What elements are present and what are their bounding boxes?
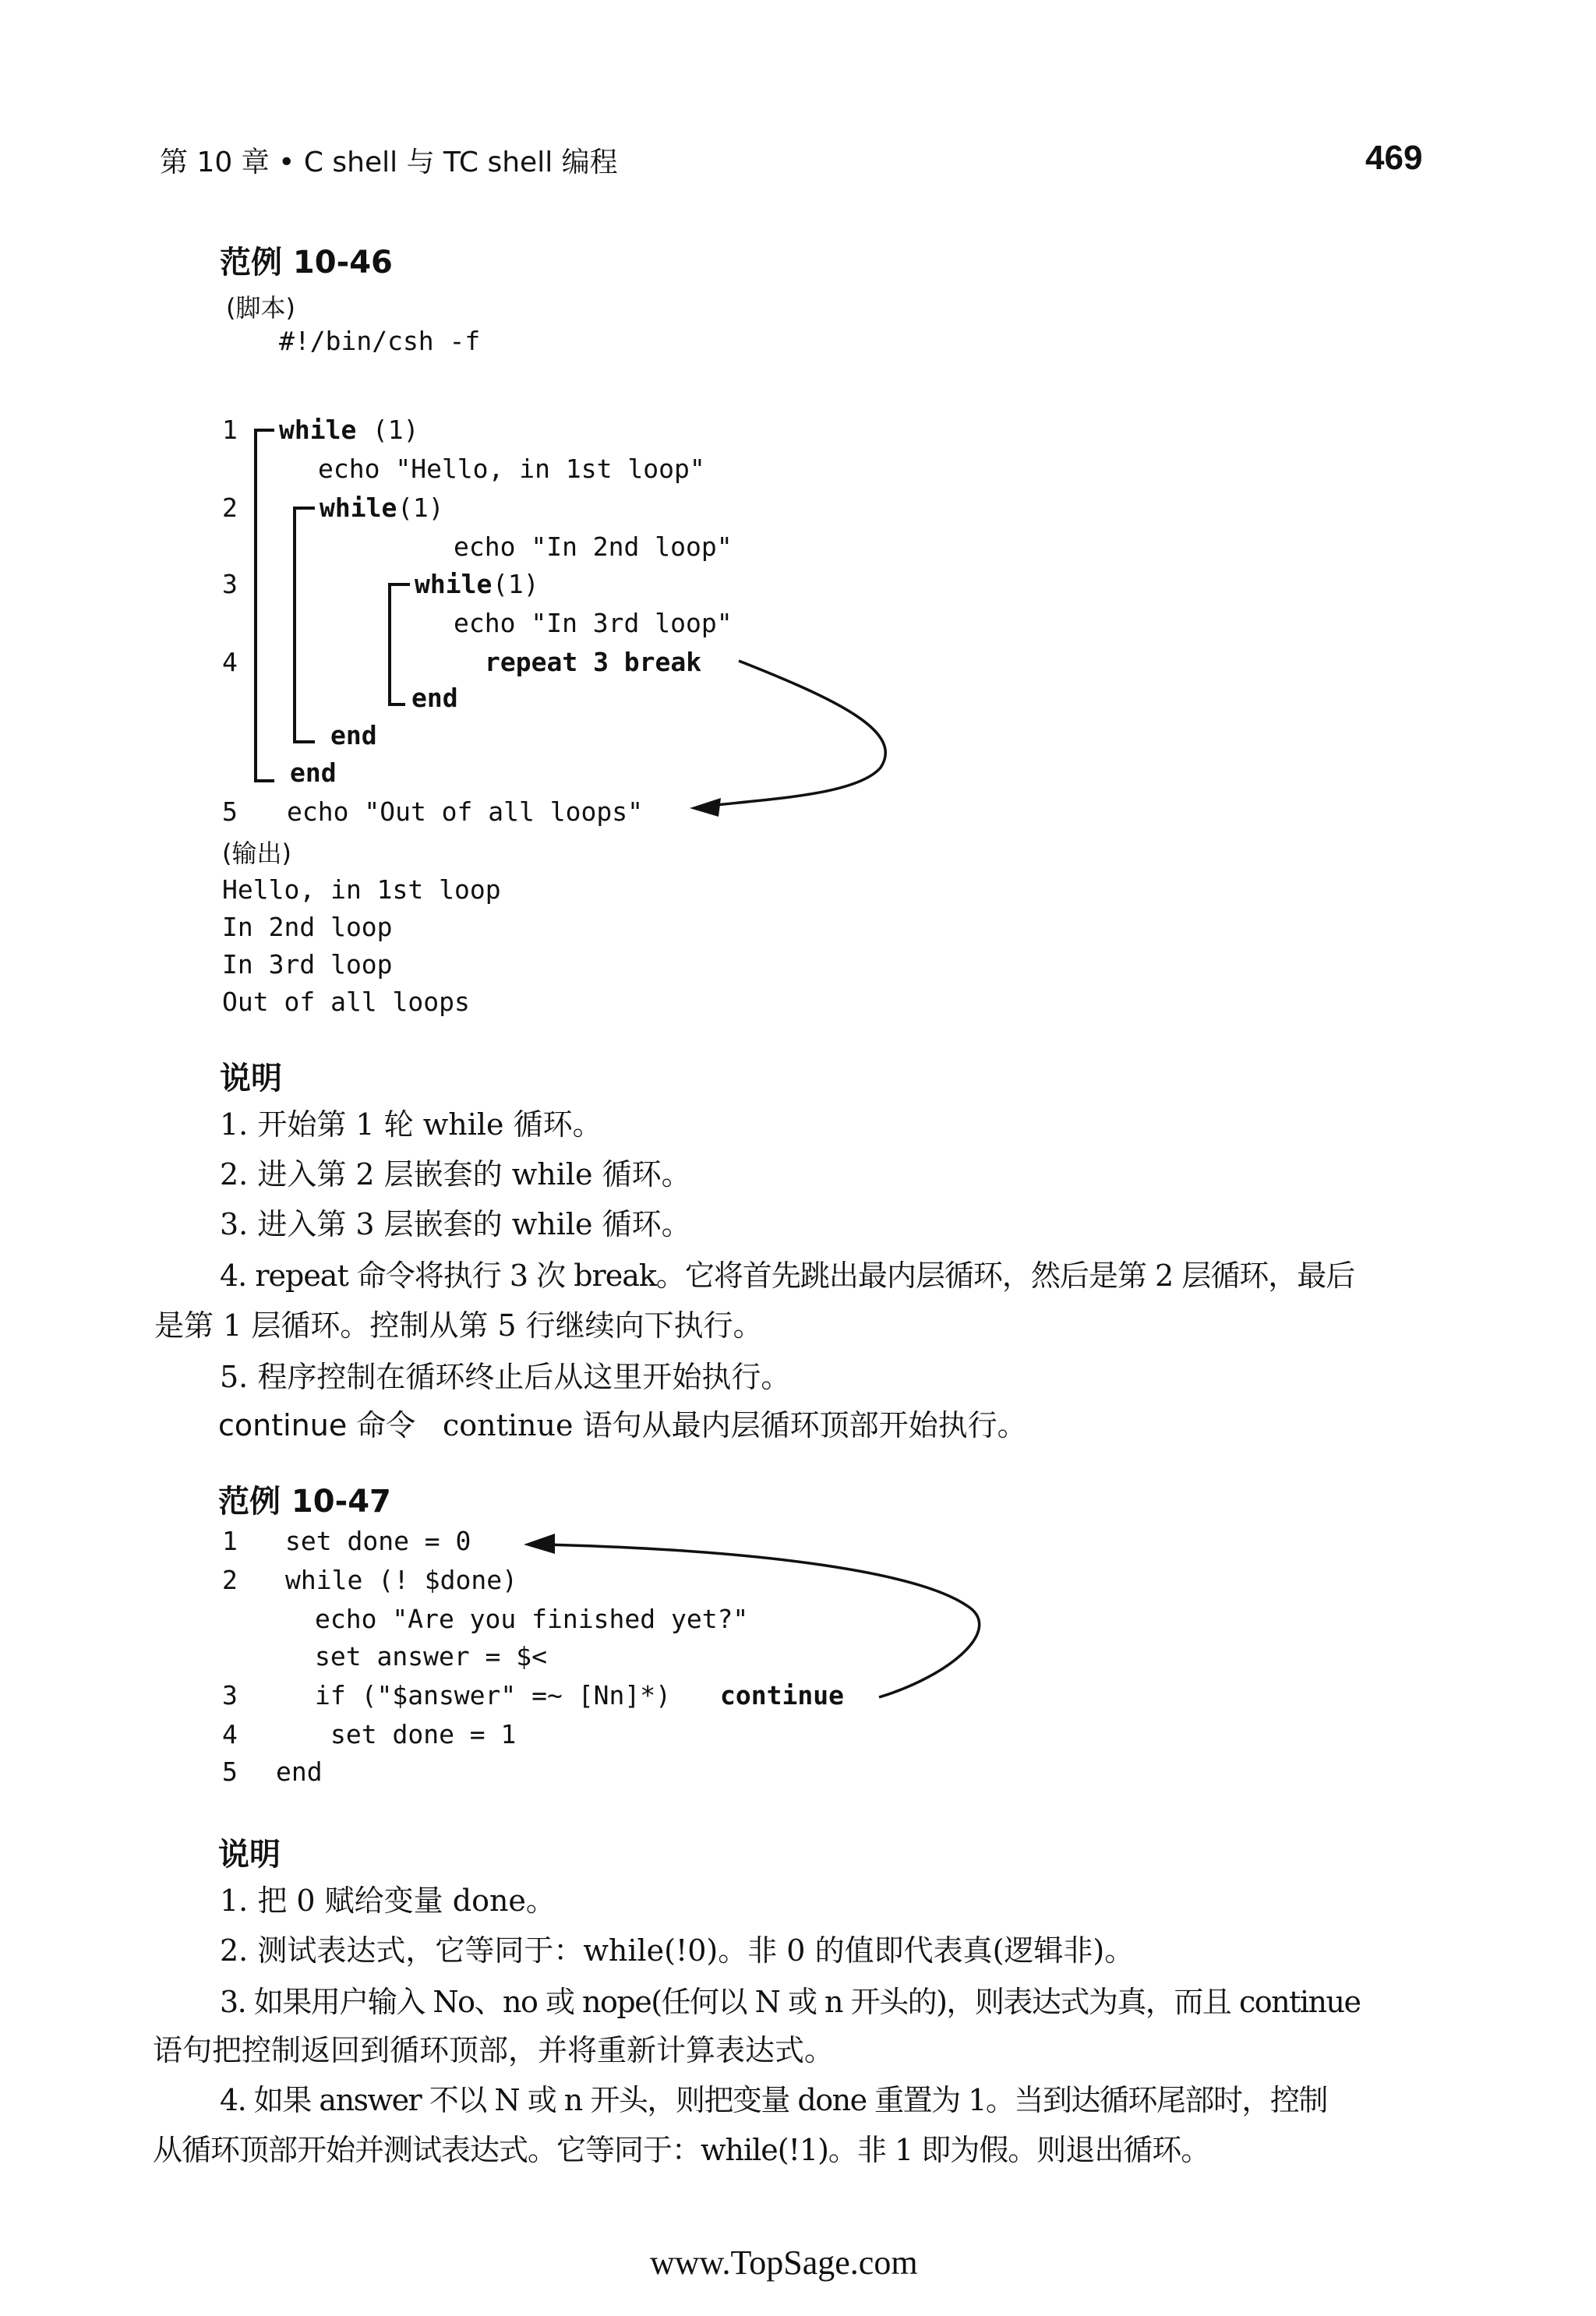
code-keyword: while <box>415 569 493 599</box>
example-title: 范例 10-46 <box>220 245 393 281</box>
explain-label: 说明 <box>220 1061 282 1096</box>
line-number: 1 <box>222 415 238 445</box>
end-middle: end <box>330 720 377 750</box>
shebang-line: #!/bin/csh -f <box>279 326 481 356</box>
code-text: echo "Hello, in 1st loop" <box>318 454 705 484</box>
code-text: set done = 1 <box>330 1719 517 1749</box>
code-text: if ("$answer" =~ [Nn]*) <box>315 1680 687 1711</box>
line-number: 1 <box>222 1526 238 1556</box>
code-text: echo "In 3rd loop" <box>454 608 733 638</box>
code-text: echo "Are you finished yet?" <box>315 1604 749 1634</box>
line-number: 3 <box>222 1680 238 1711</box>
code-text: while (! $done) <box>285 1565 518 1595</box>
continue-arrow <box>546 1545 980 1697</box>
end-inner: end <box>411 683 458 713</box>
continue-arrow-head <box>524 1534 555 1554</box>
example-title: 范例 10-47 <box>218 1484 391 1520</box>
explanation-item: 2. 进入第 2 层嵌套的 while 循环。 <box>220 1157 691 1192</box>
footer-url[interactable]: www.TopSage.com <box>650 2244 918 2282</box>
explanation-item: 3. 进入第 3 层嵌套的 while 循环。 <box>220 1207 691 1241</box>
line-number: 5 <box>222 1756 238 1787</box>
explanation-item: 从循环顶部开始并测试表达式。它等同于：while(!1)。非 1 即为假。则退出循环。 <box>153 2133 1210 2167</box>
line-number: 2 <box>222 1565 238 1595</box>
code-text: (1) <box>493 569 539 599</box>
script-label: (脚本) <box>226 293 295 323</box>
line-number: 2 <box>222 493 238 523</box>
output-line: In 2nd loop <box>222 912 393 942</box>
continue-description: continue 语句从最内层循环顶部开始执行。 <box>443 1408 1027 1442</box>
explanation-item: 语句把控制返回到循环顶部，并将重新计算表达式。 <box>153 2033 835 2067</box>
explanation-item: 4. 如果 answer 不以 N 或 n 开头，则把变量 done 重置为 1。当到达循环尾部时，控制 <box>220 2083 1327 2117</box>
explanation-item: 5. 程序控制在循环终止后从这里开始执行。 <box>220 1360 791 1394</box>
code-keyword: while <box>279 415 357 445</box>
code-text: set answer = $< <box>315 1641 548 1672</box>
output-label: (输出) <box>222 838 291 868</box>
line-number: 5 <box>222 796 238 827</box>
explanation-item: 3. 如果用户输入 No、no 或 nope(任何以 N 或 n 开头的)，则表达式为真，而且 continue <box>220 1985 1361 2019</box>
explanation-item: 1. 开始第 1 轮 while 循环。 <box>220 1107 602 1142</box>
code-keyword: while <box>320 493 397 523</box>
code-text: echo "Out of all loops" <box>287 796 643 827</box>
explanation-item: 2. 测试表达式，它等同于：while(!0)。非 0 的值即代表真(逻辑非)。 <box>220 1933 1135 1968</box>
code-text: set done = 0 <box>285 1526 471 1556</box>
line-number: 3 <box>222 569 238 599</box>
explanation-item: 4. repeat 命令将执行 3 次 break。它将首先跳出最内层循环，然后是第 2 层循环，最后 <box>220 1259 1355 1293</box>
explanation-item: 1. 把 0 赋给变量 done。 <box>220 1884 556 1918</box>
line-number: 4 <box>222 647 238 677</box>
end-outer: end <box>290 757 337 788</box>
page-number: 469 <box>1365 139 1423 177</box>
explain-label: 说明 <box>218 1837 281 1873</box>
repeat-break: repeat 3 break <box>485 647 702 677</box>
continue-keyword: continue <box>720 1680 844 1711</box>
chapter-header: 第 10 章 • C shell 与 TC shell 编程 <box>160 147 618 178</box>
output-line: Hello, in 1st loop <box>222 874 501 905</box>
continue-heading: continue 命令 <box>218 1408 416 1442</box>
code-text: (1) <box>397 493 444 523</box>
output-line: Out of all loops <box>222 987 470 1017</box>
line-number: 4 <box>222 1719 238 1749</box>
code-text: (1) <box>357 415 419 445</box>
output-line: In 3rd loop <box>222 949 393 980</box>
code-text: echo "In 2nd loop" <box>454 531 733 562</box>
code-text: end <box>276 1756 323 1787</box>
explanation-item: 是第 1 层循环。控制从第 5 行继续向下执行。 <box>154 1308 763 1343</box>
